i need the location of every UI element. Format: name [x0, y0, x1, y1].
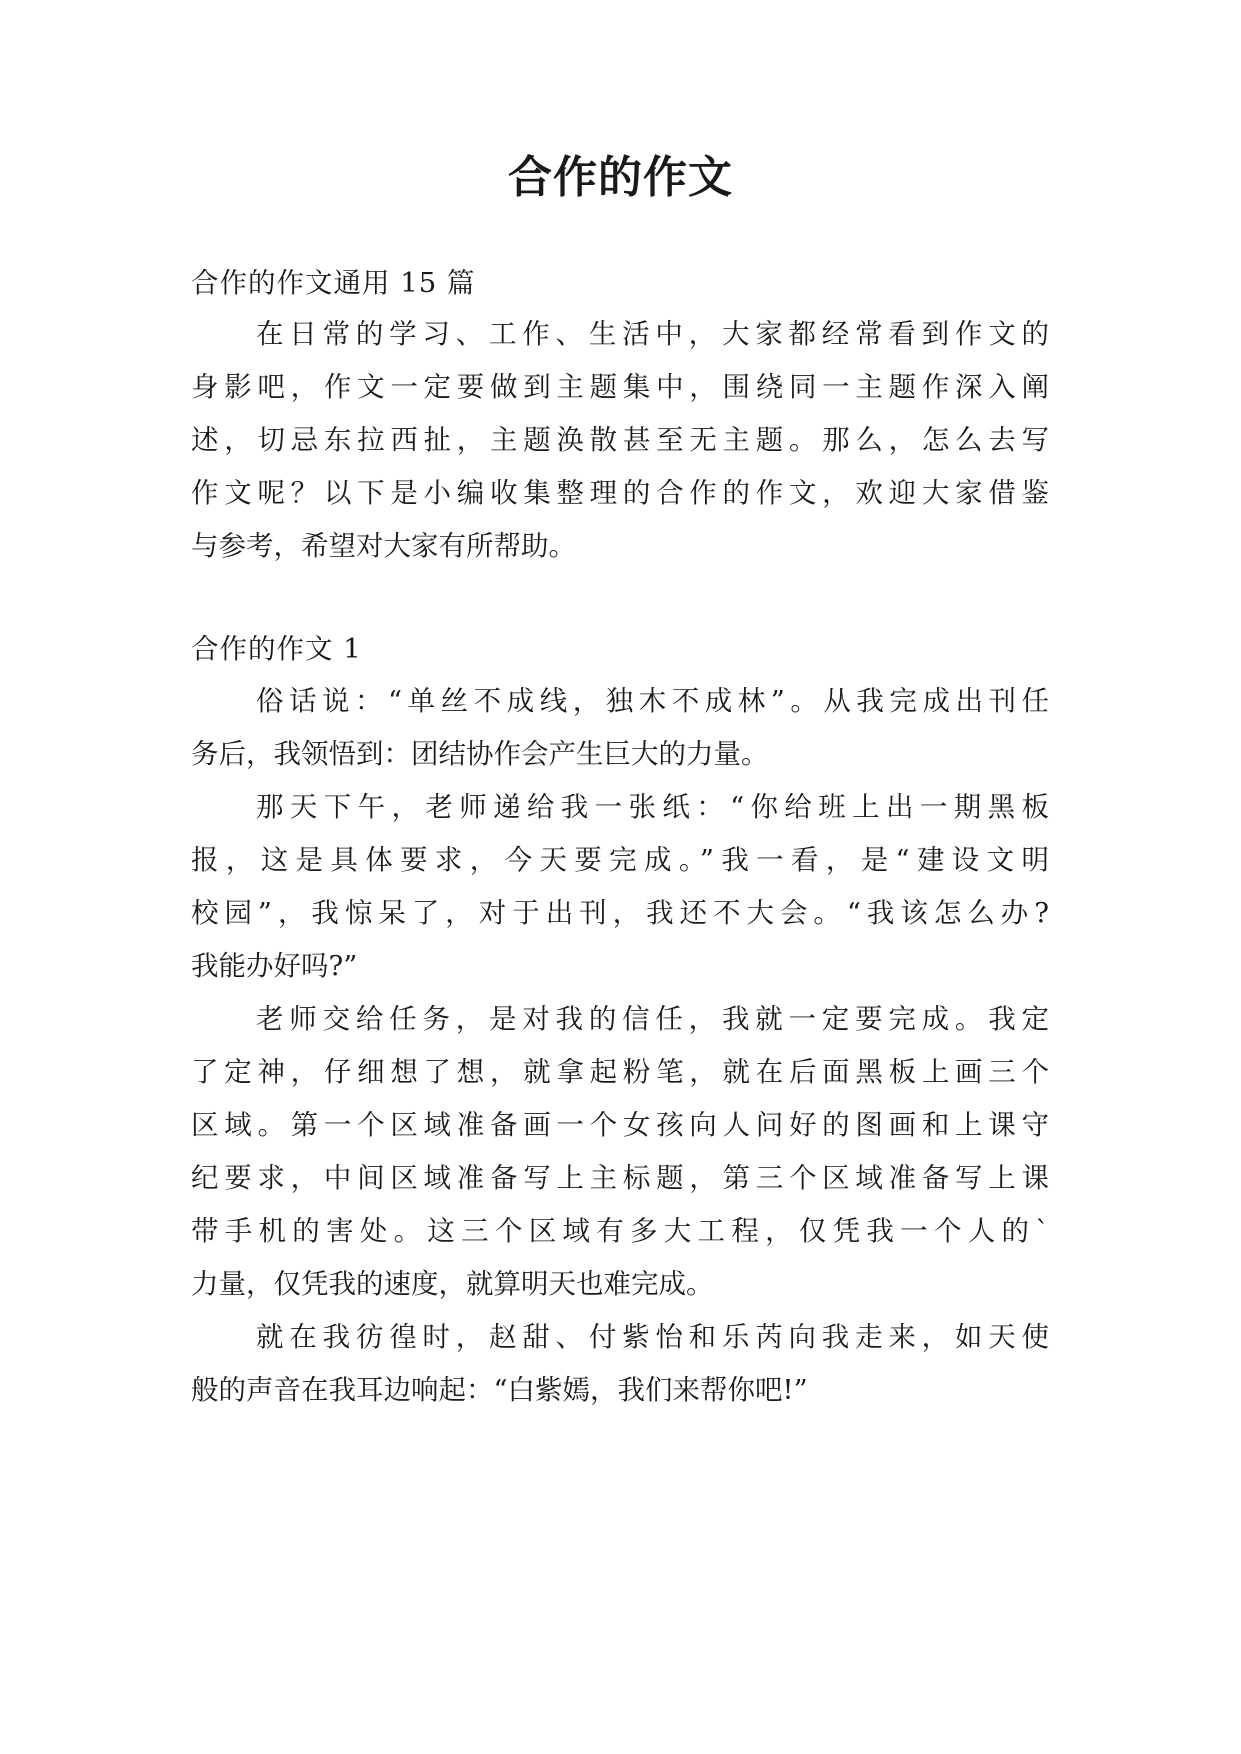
paragraph-line: 俗话说：“单丝不成线，独木不成林”。从我完成出刊任 [256, 685, 1049, 717]
intro-line: 身影吧，作文一定要做到主题集中，围绕同一主题作深入阐 [191, 371, 1049, 403]
intro-line: 作文呢？以下是小编收集整理的合作的作文，欢迎大家借鉴 [191, 477, 1049, 509]
paragraph-line: 老师交给任务，是对我的信任，我就一定要完成。我定 [256, 1003, 1049, 1035]
intro-line: 与参考，希望对大家有所帮助。 [191, 530, 576, 562]
section-heading: 合作的作文 1 [191, 633, 362, 665]
paragraph-line: 那天下午，老师递给我一张纸：“你给班上出一期黑板 [256, 791, 1049, 823]
document-subtitle: 合作的作文通用 15 篇 [191, 267, 476, 299]
paragraph-line: 务后，我领悟到：团结协作会产生巨大的力量。 [191, 738, 769, 770]
intro-line: 述，切忌东拉西扯，主题涣散甚至无主题。那么，怎么去写 [191, 424, 1049, 456]
paragraph-line: 校园”，我惊呆了，对于出刊，我还不大会。“我该怎么办? [191, 897, 1049, 929]
paragraph-line: 带手机的害处。这三个区域有多大工程，仅凭我一个人的` [191, 1215, 1049, 1247]
paragraph-line: 区域。第一个区域准备画一个女孩向人问好的图画和上课守 [191, 1109, 1049, 1141]
paragraph-line: 力量，仅凭我的速度，就算明天也难完成。 [191, 1268, 714, 1300]
paragraph-line: 纪要求，中间区域准备写上主标题，第三个区域准备写上课 [191, 1162, 1049, 1194]
paragraph-line: 我能办好吗?” [191, 950, 358, 982]
intro-line: 在日常的学习、工作、生活中，大家都经常看到作文的 [256, 318, 1049, 350]
paragraph-line: 报，这是具体要求，今天要完成。”我一看，是“建设文明 [191, 844, 1049, 876]
paragraph-line: 就在我彷徨时，赵甜、付紫怡和乐芮向我走来，如天使 [256, 1321, 1049, 1353]
document-title: 合作的作文 [508, 152, 733, 203]
paragraph-line: 般的声音在我耳边响起：“白紫嫣，我们来帮你吧!” [191, 1374, 808, 1406]
paragraph-line: 了定神，仔细想了想，就拿起粉笔，就在后面黑板上画三个 [191, 1056, 1049, 1088]
